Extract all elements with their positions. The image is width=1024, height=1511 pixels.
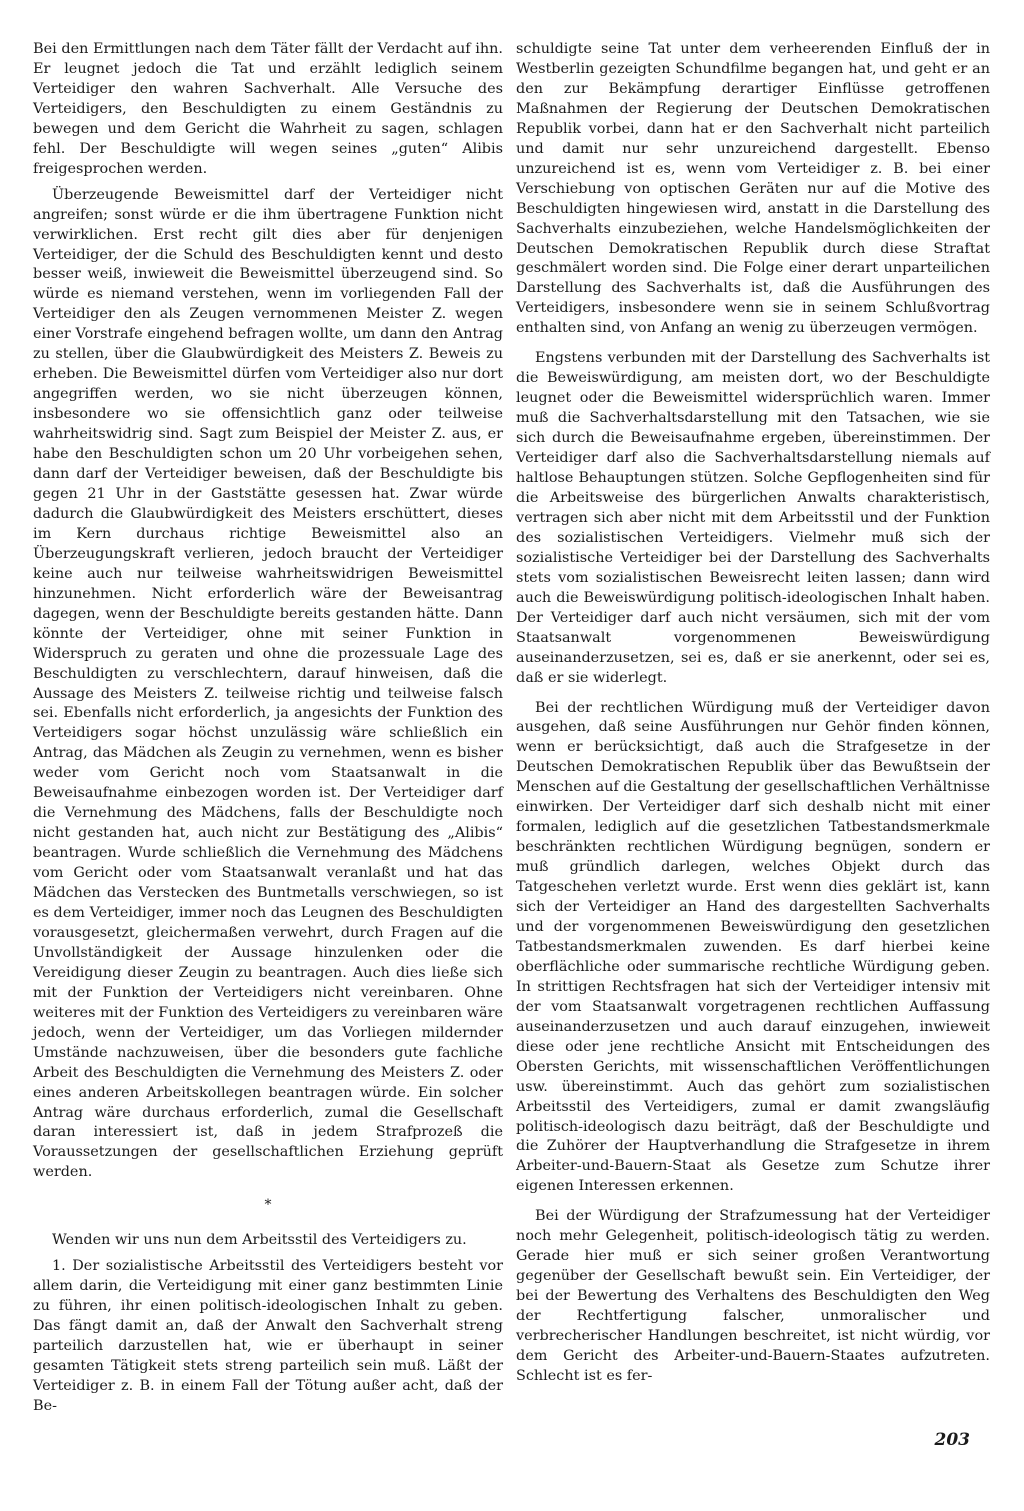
right-column <box>516 40 990 1387</box>
paragraph: Überzeugende Beweismittel darf der Verteidiger nicht angreifen; sonst würde er die ihm übertragene Funktion nicht verwirklichen. Erst recht gilt dies aber für denjenigen Verteidiger, der die Schuld des Beschuldigten kennt und desto besser weiß, inwieweit die Beweismittel überzeugend sind. So würde es niemand verstehen, wenn im vorliegenden Fall der Verteidiger den als Zeugen vernommenen Meister Z. wegen einer Vorstrafe eingehend befragen wollte, um dann den Antrag zu stellen, über die Glaubwürdigkeit des Meisters Z. Beweis zu erheben. Die Beweismittel dürfen vom Verteidiger also nur dort angegriffen werden, wo sie nicht überzeugen können, insbesondere wo sie offensichtlich ganz oder teilweise wahrheitswidrig sind. Sagt zum Beispiel der Meister Z. aus, er habe den Beschuldigten schon um 20 Uhr vorbeigehen sehen, dann darf der Verteidiger beweisen, daß der Beschuldigte bis gegen 21 Uhr in der Gaststätte gesessen hat. Zwar würde dadurch die Glaubwürdigkeit des Meisters erschüttert, dieses im Kern durchaus richtige Beweismittel also an Überzeugungskraft verlieren, jedoch braucht der Verteidiger keine auch nur teilweise wahrheitswidrigen Beweismittel hinzunehmen. Nicht erforderlich wäre der Beweisantrag dagegen, wenn der Beschuldigte bereits gestanden hätte. Dann könnte der Verteidiger, ohne mit seiner Funktion in Widerspruch zu geraten und ohne die prozessuale Lage des Beschuldigten zu verschlechtern, darauf hinweisen, daß die Aussage des Meisters Z. teilweise richtig und teilweise falsch sei. Ebenfalls nicht erforderlich, ja angesichts der Funktion des Verteidigers sogar höchst unzulässig wäre schließlich ein Antrag, das Mädchen als Zeugin zu vernehmen, wenn es bisher weder vom Gericht noch vom Staatsanwalt in die Beweisaufnahme einbezogen worden ist. Der Verteidiger darf die Vernehmung des Mädchens, falls der Beschuldigte noch nicht gestanden hat, auch nicht zur Bestätigung des „Alibis“ beantragen. Wurde schließlich die Vernehmung des Mädchens vom Gericht oder vom Staatsanwalt veranlaßt und hat das Mädchen das Verstecken des Buntmetalls verschwiegen, so ist es dem Verteidiger, immer noch das Leugnen des Beschuldigten vorausgesetzt, gleichermaßen verwehrt, durch Fragen auf die Unvollständigkeit der Aussage hinzulenken oder die Vereidigung dieser Zeugin zu beantragen. Auch dies ließe sich mit der Funktion der Verteidigers nicht vereinbaren. Ohne weiteres mit der Funktion des Verteidigers zu vereinbaren wäre jedoch, wenn der Verteidiger, um das Vorliegen mildernder Umstände nachzuweisen, über die besonders gute fachliche Arbeit des Beschuldigten die Vernehmung des Meisters Z. oder eines anderen Arbeitskollegen beantragen würde. Ein solcher Antrag wäre durchaus erforderlich, zumal die Gesellschaft daran interessiert ist, daß in jedem Strafprozeß die Voraussetzungen der gesellschaftlichen Erziehung geprüft werden. <box>33 186 503 1181</box>
page-number: 203 <box>934 1430 970 1450</box>
section-separator: * <box>264 1197 272 1214</box>
paragraph: Wenden wir uns nun dem Arbeitsstil des Verteidigers zu. <box>52 1232 467 1249</box>
paragraph: Bei den Ermittlungen nach dem Täter fällt der Verdacht auf ihn. Er leugnet jedoch die Tat und erzählt lediglich seinem Verteidiger den wahren Sachverhalt. Alle Versuche des Verteidigers, den Beschuldigten zu einem Geständnis zu bewegen und dem Gericht die Wahrheit zu sagen, schlagen fehl. Der Beschuldigte will wegen seines „guten“ Alibis freigesprochen werden. <box>33 41 503 177</box>
paragraph: Bei der Würdigung der Strafzumessung hat der Verteidiger noch mehr Gelegenheit, politisch-ideologisch tätig zu werden. Gerade hier muß er sich seiner großen Verantwortung gegenüber der Gesellschaft bewußt sein. Ein Verteidiger, der bei der Bewertung des Verhaltens des Beschuldigten den Weg der Rechtfertigung falscher, unmoralischer und verbrecherischer Handlungen beschreitet, ist nicht würdig, vor dem Gericht des Arbeiter-und-Bauern-Staates aufzutreten. Schlecht ist es fer- <box>516 1208 990 1384</box>
paragraph: schuldigte seine Tat unter dem verheerenden Einfluß der in Westberlin gezeigten Schundfilme begangen hat, und geht er an den zur Bekämpfung derartiger Einflüsse getroffenen Maßnahmen der Regierung der Deutschen Demokratischen Republik vorbei, dann hat er den Sachverhalt nicht parteilich und damit nur sehr unzureichend dargestellt. Ebenso unzureichend ist es, wenn vom Verteidiger z. B. bei einer Verschiebung von optischen Geräten nur auf die Motive des Beschuldigten hingewiesen wird, anstatt in die Darstellung des Sachverhalts einzubeziehen, welche Handelsmöglichkeiten der Deutschen Demokratischen Republik durch diese Straftat geschmälert worden sind. Die Folge einer derart unparteilichen Darstellung des Sachverhalts ist, daß die Ausführungen des Verteidigers, insbesondere wenn sie in seinem Schlußvortrag enthalten sind, von Anfang an wenig zu überzeugen vermögen. <box>516 41 990 337</box>
paragraph: Engstens verbunden mit der Darstellung des Sachverhalts ist die Beweiswürdigung, am meisten dort, wo der Beschuldigte leugnet oder die Beweismittel widersprüchlich waren. Immer muß die Sachverhaltsdarstellung mit den Tatsachen, wie sie sich durch die Beweisaufnahme ergeben, übereinstimmen. Der Verteidiger darf also die Sachverhaltsdarstellung niemals auf haltlose Behauptungen stützen. Solche Gepflogenheiten sind für die Arbeitsweise des bürgerlichen Anwalts charakteristisch, vertragen sich aber nicht mit dem Arbeitsstil und der Funktion des sozialistischen Verteidigers. Vielmehr muß sich der sozialistische Verteidiger bei der Darstellung des Sachverhalts stets vom sozialistischen Beweisrecht leiten lassen; dann wird auch die Beweiswürdigung politisch-ideologischen Inhalt haben. Der Verteidiger darf auch nicht versäumen, sich mit der vom Staatsanwalt vorgenommenen Beweiswürdigung auseinanderzusetzen, sei es, daß er sie anerkennt, oder sei es, daß er sie widerlegt. <box>516 350 990 686</box>
paragraph: Bei der rechtlichen Würdigung muß der Verteidiger davon ausgehen, daß seine Ausführungen nur Gehör finden können, wenn er berücksichtigt, daß auch die Strafgesetze in der Deutschen Demokratischen Republik über das Bewußtsein der Menschen auf die Gestaltung der gesellschaftlichen Verhältnisse einwirken. Der Verteidiger darf sich deshalb nicht mit einer formalen, lediglich auf die gesetzlichen Tatbestandsmerkmale beschränkten rechtlichen Würdigung begnügen, sondern er muß gründlich darlegen, welches Objekt durch das Tatgeschehen verletzt wurde. Erst wenn dies geklärt ist, kann sich der Verteidiger an Hand des dargestellten Sachverhalts und der vorgenommenen Beweiswürdigung den gesetzlichen Tatbestandsmerkmalen zuwenden. Es darf hierbei keine oberflächliche oder summarische rechtliche Würdigung geben. In strittigen Rechtsfragen hat sich der Verteidiger intensiv mit der vom Staatsanwalt vorgetragenen rechtlichen Auffassung auseinanderzusetzen und auch darauf einzugehen, inwieweit diese oder jene rechtliche Ansicht mit Entscheidungen des Obersten Gerichts, mit wissenschaftlichen Veröffentlichungen usw. übereinstimmt. Auch das gehört zum sozialistischen Arbeitsstil des Verteidigers, zumal er damit zwangsläufig politisch-ideologisch dazu beiträgt, daß der Beschuldigte und die Zuhörer der Hauptverhandlung die Strafgesetze in ihrem Arbeiter-und-Bauern-Staat als Gesetze zum Schutze ihrer eigenen Interessen erkennen. <box>516 699 990 1195</box>
left-column <box>33 40 503 1417</box>
paragraph: 1. Der sozialistische Arbeitsstil des Verteidigers besteht vor allem darin, die Verteidigung mit einer ganz bestimmten Linie zu führen, ihr einen politisch-ideologischen Inhalt zu geben. Das fängt damit an, daß der Anwalt den Sachverhalt streng parteilich darzustellen hat, wie er überhaupt in seiner gesamten Tätigkeit stets streng parteilich sein muß. Läßt der Verteidiger z. B. in einem Fall der Tötung außer acht, daß der Be- <box>33 1258 503 1414</box>
